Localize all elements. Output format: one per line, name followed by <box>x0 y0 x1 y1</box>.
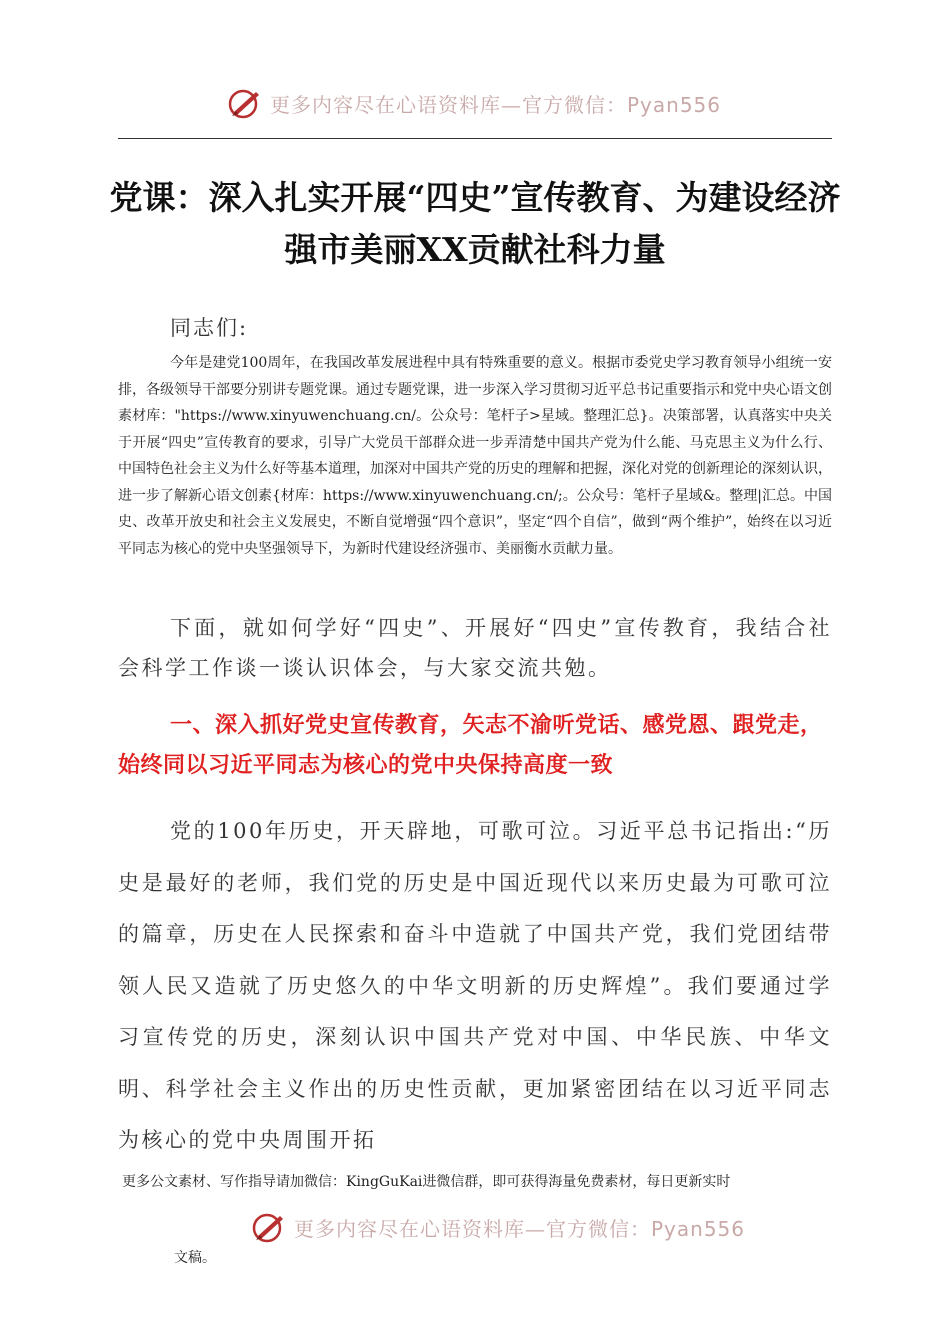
header-divider <box>118 138 832 139</box>
section-heading-1: 一、深入抓好党史宣传教育，矢志不渝听党话、感党恩、跟党走，始终同以习近平同志为核心的党中央保持高度一致 <box>118 713 823 778</box>
intro-paragraph: 今年是建党100周年，在我国改革发展进程中具有特殊重要的意义。根据市委党史学习教育领导小组统一安排，各级领导干部要分别讲专题党课。通过专题党课，进一步深入学习贯彻习近平总书记重要指示和党中央心语文创素材库："https://www.xinyuwenchuang.cn/。公众号：笔杆子>星域。整理汇总}。决策部署，认真落实中央关于开展“四史”宣传教育的要求，引导广大党员干部群众进一步弄清楚中国共产党为什么能、马克思主义为什么行、中国特色社会主义为什么好等基本道理，加深对中国共产党的历史的理解和把握，深化对党的创新理论的深刻认识，进一步了解新心语文创素{材库：https://www.xinyuwenchuang.cn/;。公众号：笔杆子星域&。整理|汇总。中国史、改革开放史和社会主义发展史，不断自觉增强“四个意识”，坚定“四个自信”，做到“两个维护”，始终在以习近平同志为核心的党中央坚强领导下，为新时代建设经济强市、美丽衡水贡献力量。 <box>118 355 832 557</box>
pen-logo-icon <box>226 86 264 120</box>
footer-note: 更多公文素材、写作指导请加微信：KingGuKai进微信群，即可获得海量免费素材，每日更新实时 <box>122 1174 731 1190</box>
banner-wechat-id: Pyan556 <box>651 1216 746 1241</box>
footer-note-end: 文稿。 <box>174 1250 216 1266</box>
body-paragraph: 党的100年历史，开天辟地，可歌可泣。习近平总书记指出:“历史是最好的老师，我们党的历史是中国近现代以来历史最为可歌可泣的篇章，历史在人民探索和奋斗中造就了中国共产党，我们党团结带领人民又造就了历史悠久的中华文明新的历史辉煌”。我们要通过学习宣传党的历史，深刻认识中国共产党对中国、中华民族、中华文明、科学社会主义作出的历史性贡献，更加紧密团结在以习近平同志为核心的党中央周围开拓 <box>118 819 832 1152</box>
transition-paragraph: 下面，就如何学好“四史”、开展好“四史”宣传教育，我结合社会科学工作谈一谈认识体会，与大家交流共勉。 <box>118 616 832 680</box>
banner-wechat-id: Pyan556 <box>627 92 722 117</box>
header-watermark-banner <box>226 84 746 122</box>
greeting: 同志们: <box>170 316 249 340</box>
footer-watermark-banner <box>250 1208 770 1246</box>
banner-text: 更多内容尽在心语资料库—官方微信：Pyan556 <box>270 92 722 117</box>
banner-text: 更多内容尽在心语资料库—官方微信：Pyan556 <box>294 1216 746 1241</box>
document-title: 党课：深入扎实开展“四史”宣传教育、为建设经济强市美丽XX贡献社科力量 <box>109 178 841 269</box>
pen-logo-icon <box>250 1210 288 1244</box>
